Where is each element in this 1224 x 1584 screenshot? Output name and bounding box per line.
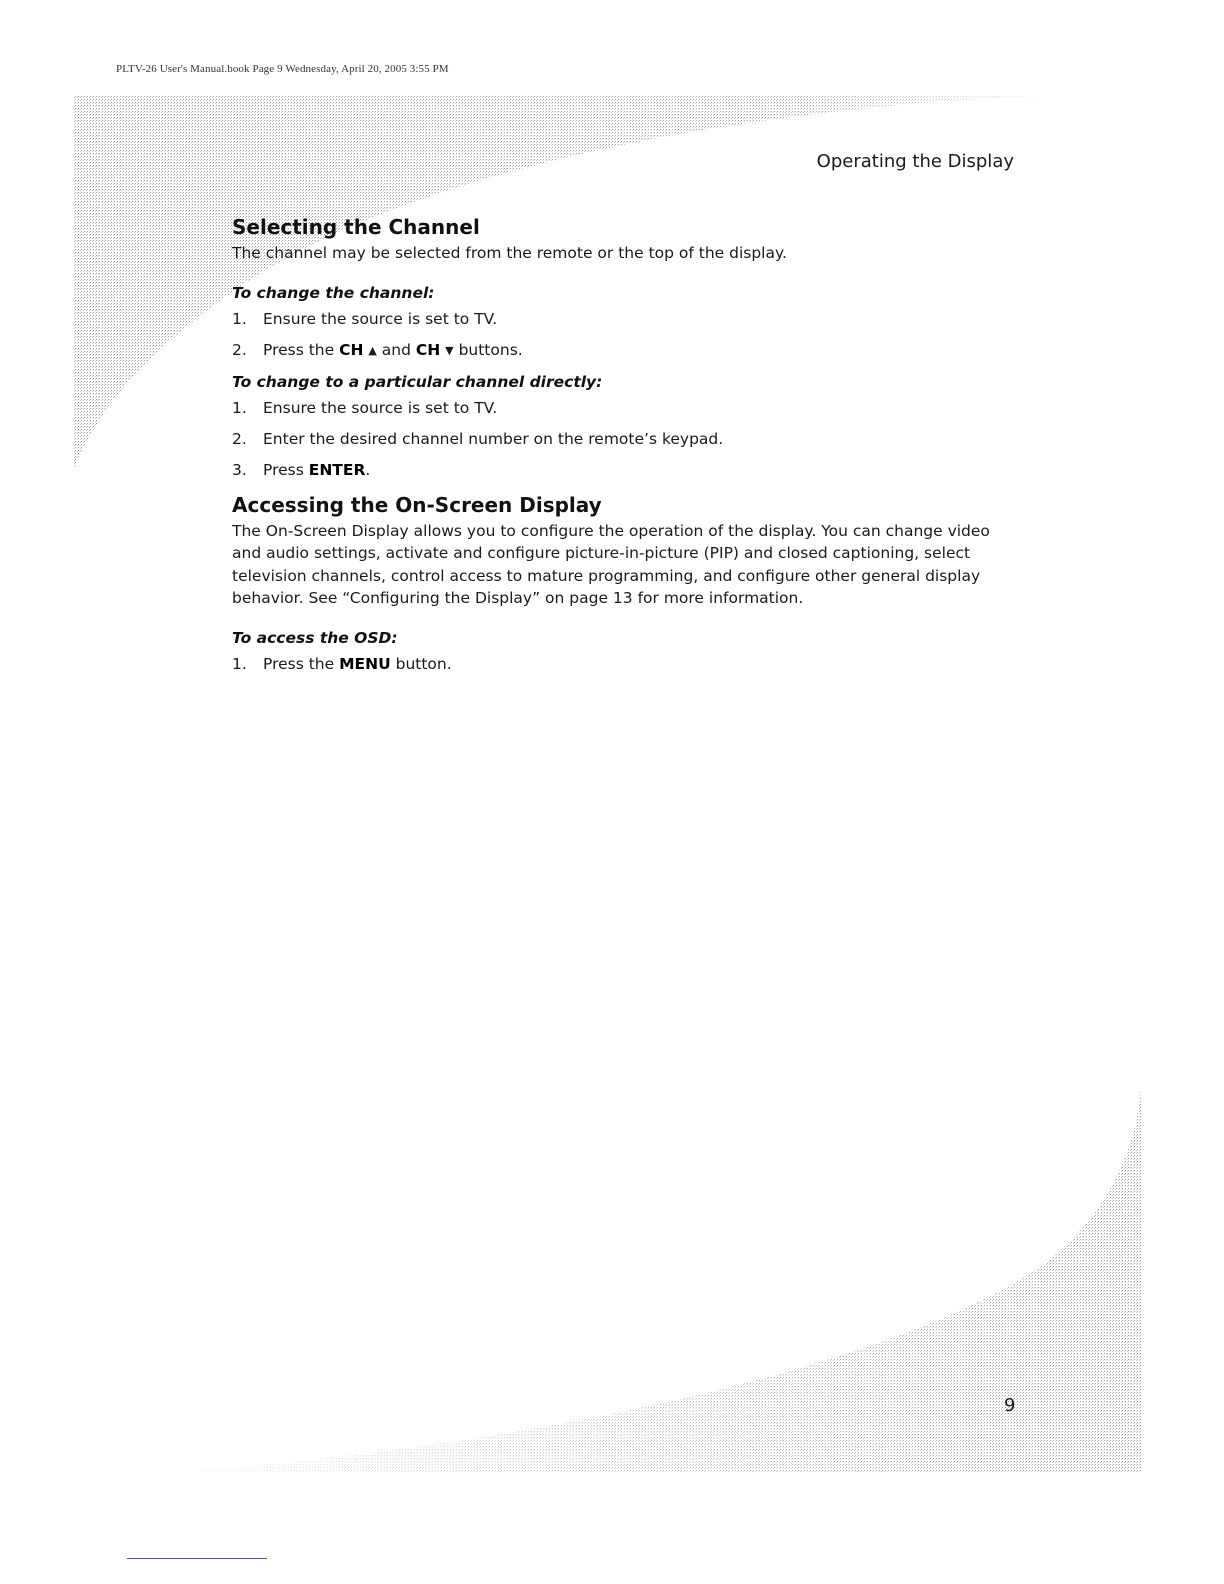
step-text-post: buttons. <box>453 340 523 359</box>
page-number: 9 <box>1004 1395 1016 1416</box>
step-text: Ensure the source is set to TV. <box>263 309 498 328</box>
step-text <box>263 339 523 362</box>
section-intro-osd: The On-Screen Display allows you to configure the operation of the display. You can change video and audio settings, activate and configure picture-in-picture (PIP) and closed captioning, select television channels, control access to mature programming, and configure other general display behavior. See “Configuring the Display” on page 13 for more information. <box>232 521 990 607</box>
list-item <box>232 339 1012 362</box>
triangle-down-icon: ▼ <box>445 343 454 357</box>
section-heading-accessing-osd: Accessing the On-Screen Display <box>232 492 602 517</box>
step-text-pre: Press <box>263 460 309 479</box>
bottom-swoosh-fade <box>182 1090 1141 1472</box>
footer-rule <box>127 1558 267 1559</box>
list-item <box>232 308 1012 330</box>
list-item <box>232 397 1012 419</box>
step-text: Ensure the source is set to TV. <box>263 398 498 417</box>
page-content <box>232 212 1012 684</box>
triangle-up-icon: ▲ <box>368 343 377 357</box>
procedure-steps-change-channel <box>232 308 1012 362</box>
list-item <box>232 459 1012 481</box>
procedure-steps-access-osd <box>232 653 1012 675</box>
procedure-title-direct-channel: To change to a particular channel directly: <box>232 372 603 391</box>
step-number: 1. <box>232 398 247 417</box>
step-text <box>263 459 370 481</box>
step-number: 3. <box>232 460 247 479</box>
running-head: Operating the Display <box>816 151 1014 172</box>
step-text-post: . <box>365 460 371 479</box>
section-intro-channel: The channel may be selected from the remote or the top of the display. <box>232 244 787 262</box>
ch-button-label: CH <box>415 340 441 359</box>
step-number: 1. <box>232 309 247 328</box>
file-header: PLTV-26 User's Manual.book Page 9 Wednesday, April 20, 2005 3:55 PM <box>116 63 449 75</box>
step-text-mid: and <box>376 340 416 359</box>
step-number: 1. <box>232 654 247 673</box>
step-number: 2. <box>232 340 247 359</box>
step-text: Enter the desired channel number on the remote’s keypad. <box>263 429 724 448</box>
section-heading-selecting-channel: Selecting the Channel <box>232 215 480 239</box>
step-text <box>263 653 452 675</box>
procedure-title-change-channel: To change the channel: <box>232 283 435 302</box>
list-item <box>232 428 1012 450</box>
menu-button-label: MENU <box>339 654 391 673</box>
step-text-post: button. <box>390 654 452 673</box>
ch-button-label: CH <box>339 340 364 359</box>
enter-button-label: ENTER <box>308 460 366 479</box>
procedure-title-access-osd: To access the OSD: <box>232 628 398 647</box>
list-item <box>232 653 1012 675</box>
step-text-pre: Press the <box>263 654 340 673</box>
procedure-steps-direct-channel <box>232 397 1012 481</box>
step-text-pre: Press the <box>263 340 340 359</box>
step-number: 2. <box>232 429 247 448</box>
